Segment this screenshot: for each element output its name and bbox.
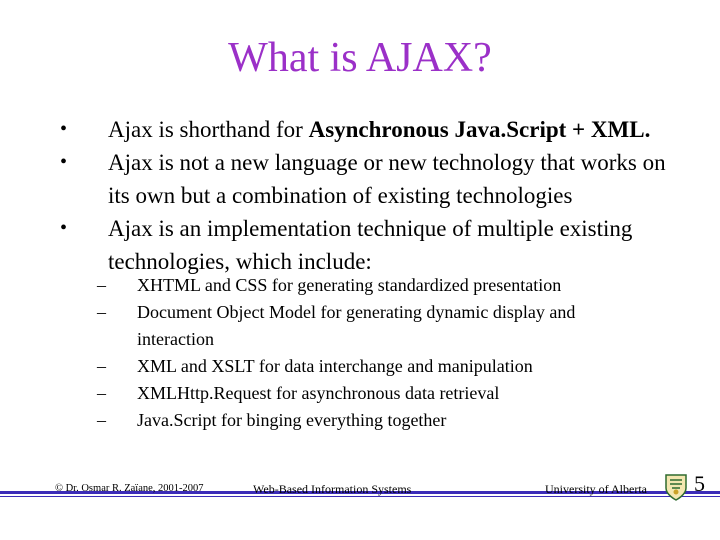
dash-marker: – <box>97 302 106 322</box>
university-crest-icon <box>664 472 688 502</box>
sub-item-text: Java.Script for binging everything together <box>137 410 447 430</box>
bullet-line: Ajax is not a new language or new technology that works on <box>108 150 666 175</box>
sub-item-line: interaction <box>137 329 214 349</box>
footer-course: Web-Based Information Systems <box>253 482 412 496</box>
bullet-text-bold: Asynchronous Java.Script + XML. <box>308 117 651 142</box>
dash-marker: – <box>97 383 106 403</box>
dash-marker: – <box>97 410 106 430</box>
slide-title: What is AJAX? <box>228 35 492 81</box>
bullet-marker: • <box>60 217 68 239</box>
sub-item-text: XMLHttp.Request for asynchronous data retrieval <box>137 383 500 403</box>
sub-item-text <box>137 299 697 353</box>
bullet-line: Ajax is an implementation technique of multiple existing <box>108 216 633 241</box>
page-number: 5 <box>694 471 705 496</box>
footer <box>0 471 720 540</box>
sub-item-text: XHTML and CSS for generating standardized presentation <box>137 275 562 295</box>
bullet-marker: • <box>60 118 68 140</box>
bullet-text <box>108 146 708 212</box>
bullet-text <box>108 212 708 278</box>
bullet-text <box>108 113 708 146</box>
footer-university: University of Alberta <box>545 482 647 496</box>
bullet-text-part: Ajax is shorthand for <box>108 117 309 142</box>
dash-marker: – <box>97 275 106 295</box>
bullet-line: its own but a combination of existing technologies <box>108 183 573 208</box>
bullet-marker: • <box>60 151 68 173</box>
sub-item-text: XML and XSLT for data interchange and manipulation <box>137 356 533 376</box>
bullet-line: technologies, which include: <box>108 249 372 274</box>
dash-marker: – <box>97 356 106 376</box>
footer-copyright: © Dr. Osmar R. Zaïane, 2001-2007 <box>55 483 204 494</box>
sub-item-line: Document Object Model for generating dynamic display and <box>137 302 576 322</box>
